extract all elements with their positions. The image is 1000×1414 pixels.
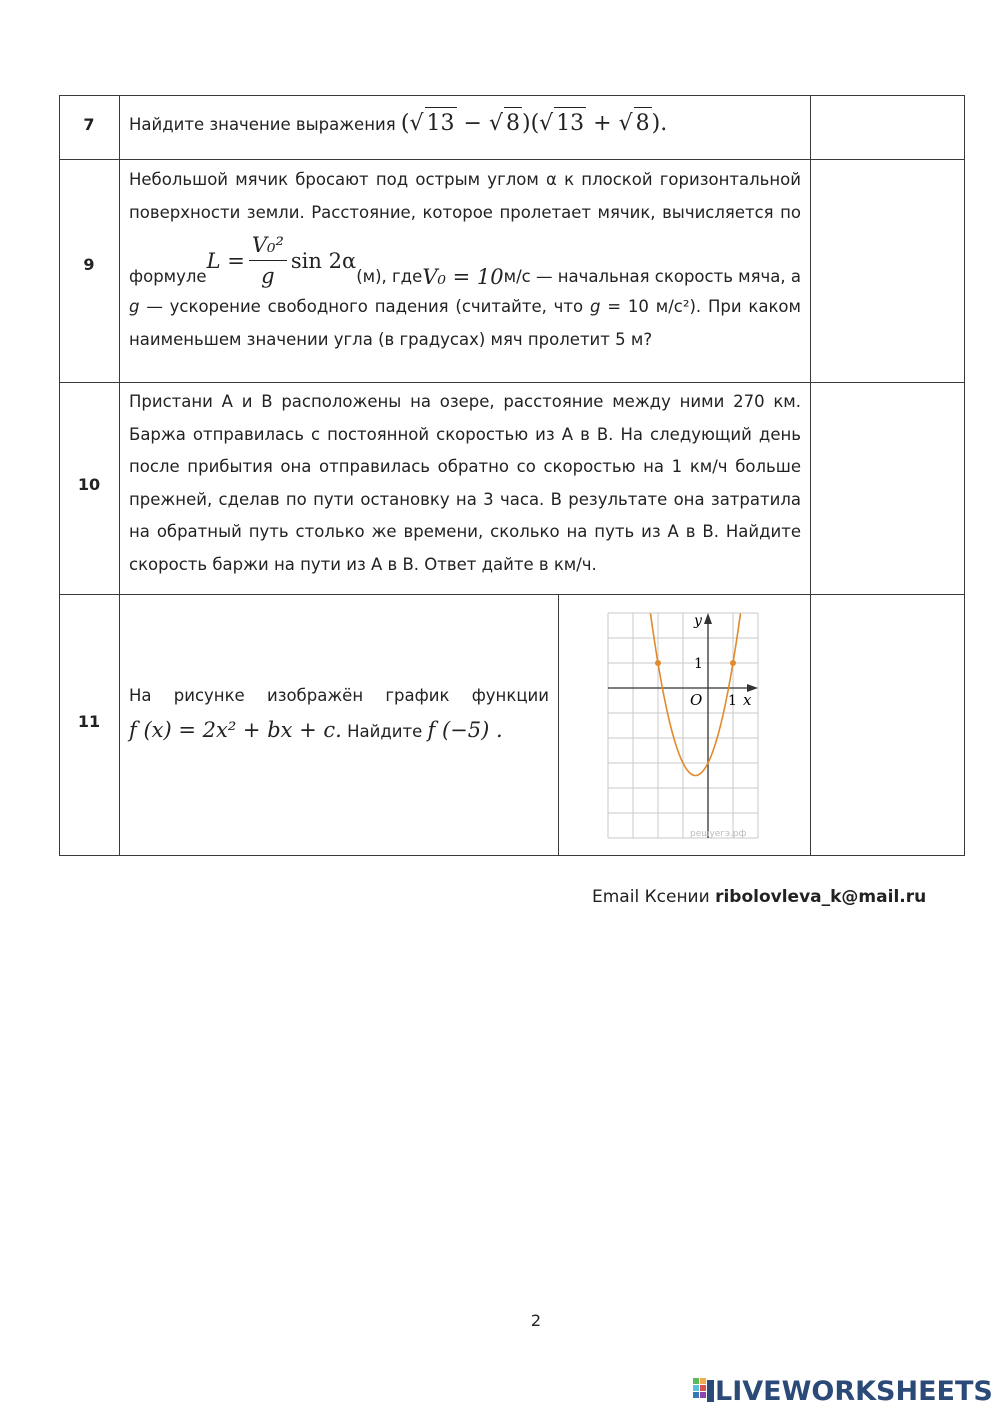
- task-line: наименьшем значении угла (в градусах) мяч пролетит 5 м?: [129, 329, 653, 349]
- y-axis-arrow: [704, 613, 712, 624]
- task-row-7: [59, 95, 965, 159]
- tasks-table: [59, 95, 965, 856]
- task-number: 7: [83, 115, 95, 134]
- row-divider: [59, 855, 965, 856]
- task-text: [129, 107, 801, 142]
- task-line: f (x) = 2x² + bx + c. Найдите f (−5) .: [129, 717, 503, 742]
- task-row-9: [59, 159, 965, 382]
- task-number: 10: [77, 475, 101, 494]
- x-tick-label: 1: [728, 693, 737, 709]
- email-address[interactable]: ribolovleva_k@mail.ru: [715, 887, 927, 907]
- task-number: 9: [83, 255, 95, 274]
- task-row-10: [59, 382, 965, 594]
- brand-logo: [693, 1377, 993, 1405]
- function-expression: f (x) = 2x² + bx + c.: [129, 717, 342, 742]
- v0-expression: V₀ = 10: [422, 265, 504, 289]
- task-line: Небольшой мячик бросают под острым углом α к плоской горизонтальной поверхности земли. Расстояние, которое пролетает мячик, вычисляется по: [129, 170, 801, 222]
- graph-point: [655, 660, 661, 666]
- formula-word: формуле: [129, 267, 207, 286]
- task-text: [129, 164, 801, 356]
- graph-point: [730, 660, 736, 666]
- x-axis-label: x: [743, 691, 752, 709]
- formula-line: [129, 229, 801, 291]
- y-axis-label: y: [694, 613, 702, 629]
- y-tick-label: 1: [694, 656, 703, 672]
- units-text: (м), где: [356, 267, 423, 286]
- find-expression: f (−5) .: [427, 717, 503, 742]
- brand-name: LIVEWORKSHEETS: [715, 1375, 993, 1407]
- formula: L = $\frac{\text{V₀²}}{g}$ sin 2α: [207, 230, 356, 291]
- task-row-11: [59, 594, 965, 855]
- expression: (√ 13 − √ 8)(√ 13 + √ 8).: [401, 111, 667, 136]
- task-text: Пристани A и B расположены на озере, расстояние между ними 270 км. Баржа отправилась с постоянной скоростью из A в B. На следующий день после прибытия она отправилась обратно со скоростью на 1 км/ч больше прежней, сделав по пути остановку на 3 часа. В результате она затратила на обратный путь столько же времени, сколько на путь из A в B. Найдите скорость баржи на пути из A в B. Ответ дайте в км/ч.: [129, 392, 801, 574]
- task-line: g — ускорение свободного падения (считайте, что g = 10 м/с²). При каком: [129, 297, 801, 316]
- task-line: На рисунке изображён график функции: [129, 686, 549, 705]
- task-text: [129, 680, 549, 749]
- contact-email: [592, 887, 926, 907]
- parabola-graph: [606, 608, 766, 840]
- task-prompt: Найдите значение выражения: [129, 115, 396, 134]
- task-number: 11: [77, 712, 101, 731]
- email-label: Email Ксении: [592, 887, 710, 907]
- brand-icon: [693, 1378, 715, 1404]
- page-number: 2: [530, 1311, 542, 1330]
- task-line: м/с — начальная скорость мяча, а: [503, 267, 801, 286]
- watermark: решуегэ.рф: [690, 829, 747, 839]
- origin-label: O: [690, 691, 703, 709]
